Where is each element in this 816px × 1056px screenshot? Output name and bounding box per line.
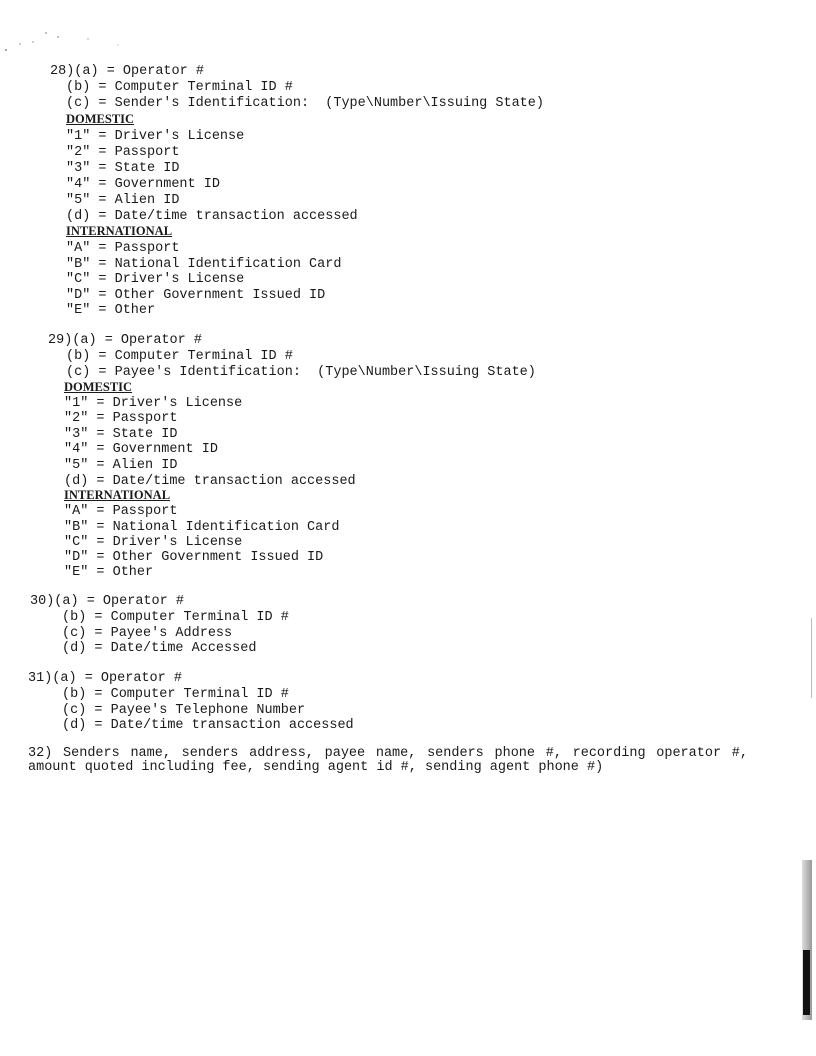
item-28-domestic-3: "3" = State ID [66, 161, 180, 176]
item-31-a: 31)(a) = Operator # [28, 671, 182, 686]
item-30-c: (c) = Payee's Address [62, 626, 233, 641]
item-29-c: (c) = Payee's Identification: (Type\Number\Issuing State) [66, 365, 536, 380]
scan-specks [0, 30, 130, 60]
item-29-b: (b) = Computer Terminal ID # [66, 349, 293, 364]
item-28-intl-b: "B" = National Identification Card [66, 257, 342, 272]
item-28-intl-c: "C" = Driver's License [66, 272, 245, 287]
item-30-d: (d) = Date/time Accessed [62, 641, 257, 656]
item-29-intl-a: "A" = Passport [64, 504, 178, 519]
item-29-intl-c: "C" = Driver's License [64, 535, 243, 550]
item-29-d: (d) = Date/time transaction accessed [64, 474, 356, 489]
item-28-c: (c) = Sender's Identification: (Type\Number\Issuing State) [66, 96, 544, 111]
item-28-domestic-5: "5" = Alien ID [66, 193, 180, 208]
item-28-intl-d: "D" = Other Government Issued ID [66, 288, 326, 303]
item-29-domestic-3: "3" = State ID [64, 427, 178, 442]
item-29-domestic-header: DOMESTIC [64, 380, 133, 394]
item-32-paragraph: 32) Senders name, senders address, payee name, senders phone #, recording operator #, amount quoted including fee, sending agent id #, sending agent phone #) [28, 746, 748, 775]
item-29-domestic-1: "1" = Driver's License [64, 396, 243, 411]
item-30-a: 30)(a) = Operator # [30, 594, 184, 609]
item-28-domestic-2: "2" = Passport [66, 145, 180, 160]
scan-edge-black [803, 950, 810, 1015]
item-28-domestic-4: "4" = Government ID [66, 177, 220, 192]
item-29-domestic-2: "2" = Passport [64, 411, 178, 426]
item-29-intl-d: "D" = Other Government Issued ID [64, 550, 324, 565]
item-29-intl-e: "E" = Other [64, 565, 154, 580]
item-28-d: (d) = Date/time transaction accessed [66, 209, 358, 224]
item-29-international-header: INTERNATIONAL [64, 488, 171, 502]
item-31-c: (c) = Payee's Telephone Number [62, 703, 306, 718]
item-29-a: 29)(a) = Operator # [48, 333, 202, 348]
item-28-b: (b) = Computer Terminal ID # [66, 80, 293, 95]
item-29-domestic-4: "4" = Government ID [64, 442, 218, 457]
item-28-a: 28)(a) = Operator # [50, 64, 204, 79]
item-31-b: (b) = Computer Terminal ID # [62, 687, 289, 702]
item-28-domestic-1: "1" = Driver's License [66, 129, 245, 144]
item-28-domestic-header: DOMESTIC [66, 112, 135, 126]
item-29-domestic-5: "5" = Alien ID [64, 458, 178, 473]
item-30-b: (b) = Computer Terminal ID # [62, 610, 289, 625]
item-28-intl-a: "A" = Passport [66, 241, 180, 256]
item-28-international-header: INTERNATIONAL [66, 224, 173, 238]
item-31-d: (d) = Date/time transaction accessed [62, 718, 354, 733]
item-29-intl-b: "B" = National Identification Card [64, 520, 340, 535]
scan-edge-mark [801, 618, 812, 698]
item-28-intl-e: "E" = Other [66, 303, 156, 318]
